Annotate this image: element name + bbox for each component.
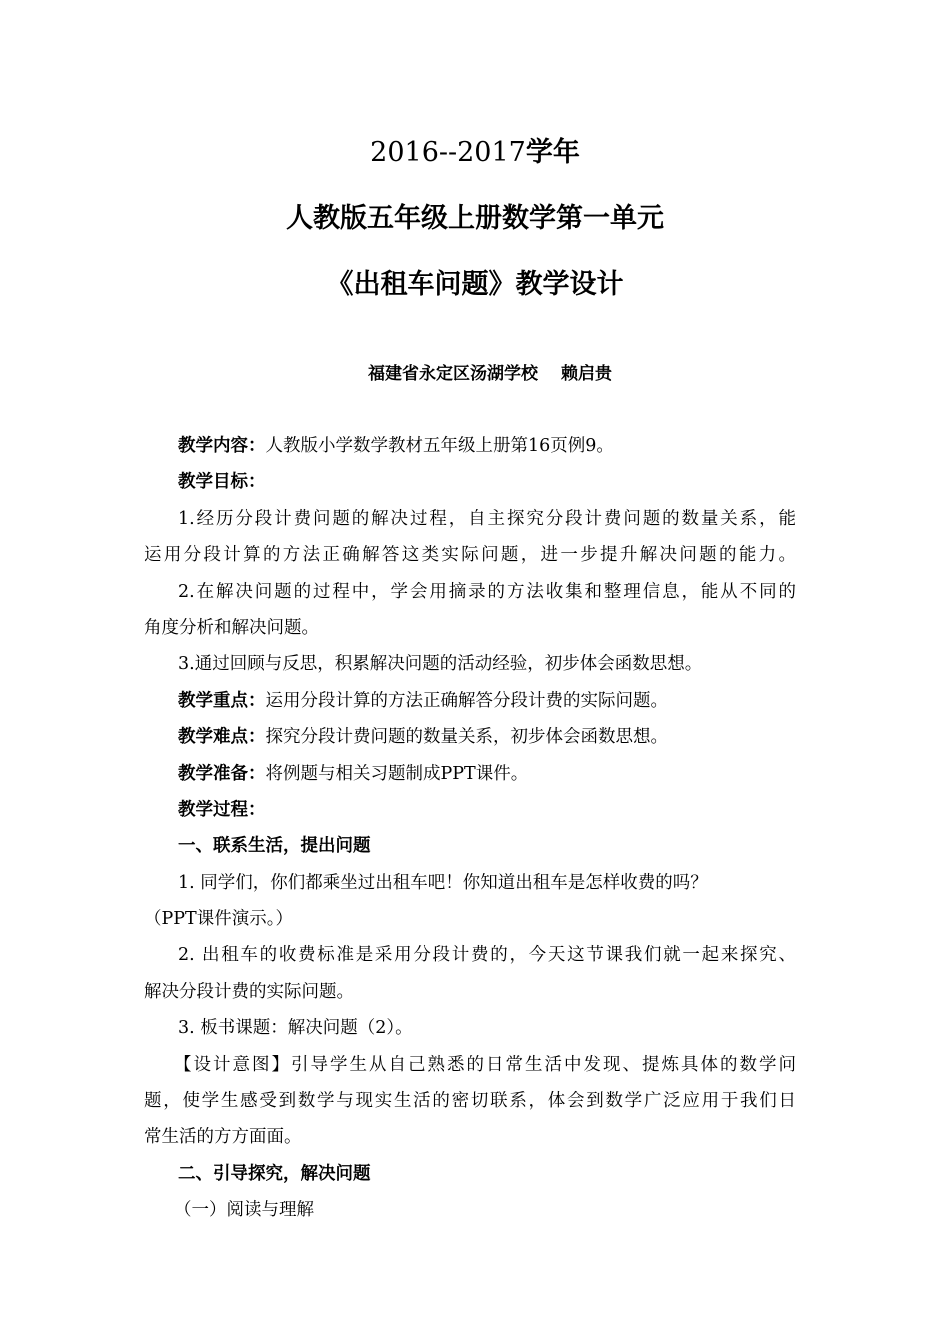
title-textbook-unit: 人教版五年级上册数学第一单元 [286, 203, 664, 234]
section-1-item-1-line-2: （PPT课件演示。） [144, 909, 293, 930]
difficulty-label: 教学难点： [178, 727, 266, 748]
goal-1-line-2: 运用分段计算的方法正确解答这类实际问题，进一步提升解决问题的能力。 [144, 545, 796, 566]
section-1-item-3: 3. 板书课题：解决问题（2）。 [178, 1018, 413, 1039]
design-intent-line-3: 常生活的方方面面。 [144, 1127, 302, 1148]
title-year-range: 2016--2017 [370, 137, 526, 168]
key-point-text: 运用分段计算的方法正确解答分段计费的实际问题。 [265, 690, 668, 711]
teaching-goals-label: 教学目标： [178, 472, 266, 493]
section-1-item-2-line-1: 2. 出租车的收费标准是采用分段计费的，今天这节课我们就一起来探究、 [178, 945, 796, 966]
goal-3: 3.通过回顾与反思，积累解决问题的活动经验，初步体会函数思想。 [178, 654, 703, 675]
teaching-content-text: 人教版小学数学教材五年级上册第16页例9。 [265, 436, 614, 456]
teaching-preparation [144, 756, 796, 792]
difficulty-text: 探究分段计费问题的数量关系，初步体会函数思想。 [265, 727, 668, 748]
teaching-content-label: 教学内容： [178, 436, 266, 456]
teaching-key-point [144, 683, 796, 719]
key-point-label: 教学重点： [178, 690, 266, 711]
section-1-item-1-line-1: 1. 同学们，你们都乘坐过出租车吧！你知道出租车是怎样收费的吗？ [178, 872, 708, 893]
title-school-year [0, 136, 950, 170]
section-1-heading: 一、联系生活，提出问题 [178, 836, 371, 857]
goal-1-line-1: 1.经历分段计费问题的解决过程，自主探究分段计费问题的数量关系，能 [178, 508, 796, 529]
teaching-difficulty [144, 719, 796, 755]
title-lesson-design: 《出租车问题》教学设计 [326, 269, 624, 300]
preparation-label: 教学准备： [178, 763, 266, 784]
design-intent-line-1: 【设计意图】引导学生从自己熟悉的日常生活中发现、提炼具体的数学问 [174, 1054, 796, 1075]
teaching-content [144, 428, 796, 464]
section-1-item-2-line-2: 解决分段计费的实际问题。 [144, 981, 354, 1002]
goal-2-line-2: 角度分析和解决问题。 [144, 617, 319, 638]
title-year-suffix: 学年 [525, 137, 580, 168]
preparation-text: 将例题与相关习题制成PPT课件。 [265, 763, 529, 784]
document-body [144, 428, 796, 1229]
section-2-heading: 二、引导探究，解决问题 [178, 1163, 371, 1184]
author-line: 福建省永定区汤湖学校 赖启贵 [368, 364, 612, 384]
goal-2-line-1: 2.在解决问题的过程中，学会用摘录的方法收集和整理信息，能从不同的 [178, 581, 796, 602]
section-2-subheading-1: （一）阅读与理解 [174, 1200, 314, 1221]
teaching-process-label: 教学过程： [178, 799, 266, 820]
design-intent-line-2: 题，使学生感受到数学与现实生活的密切联系，体会到数学广泛应用于我们日 [144, 1091, 796, 1112]
